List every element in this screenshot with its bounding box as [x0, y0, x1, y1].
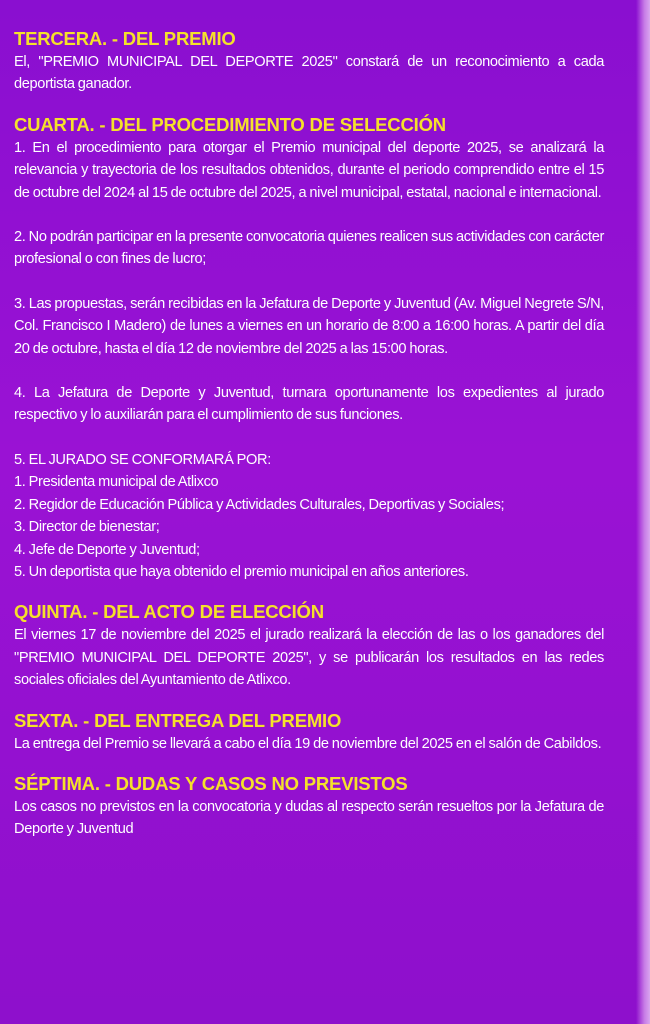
text-quinta: El viernes 17 de noviembre del 2025 el jurado realizará la elección de las o los ganadores del "PREMIO MUNICIPAL DEL DEPORTE 2025", y se publicarán los resultados en las redes sociales oficiales del Ayuntamiento de Atlixco.: [14, 627, 604, 689]
spacer: [14, 427, 604, 449]
jurado-item: 2. Regidor de Educación Pública y Actividades Culturales, Deportivas y Sociales;: [14, 496, 505, 513]
cuarta-paragraph-1: 1. En el procedimiento para otorgar el Premio municipal del deporte 2025, se analizará la relevancia y trayectoria de los resultados obtenidos, durante el periodo comprendido entre el 15 de octubre del 2024 al 15 de octubre del 2025, a nivel municipal, estatal, nacional e internacional.: [14, 139, 604, 201]
heading-cuarta: CUARTA. - DEL PROCEDIMIENTO DE SELECCIÓN: [14, 113, 446, 135]
text-sexta: La entrega del Premio se llevará a cabo el día 19 de noviembre del 2025 en el salón de Cabildos.: [14, 735, 602, 752]
spacer: [14, 271, 604, 293]
section-tercera: [14, 28, 604, 96]
jurado-item: 4. Jefe de Deporte y Juventud;: [14, 541, 200, 558]
heading-septima: SÉPTIMA. - DUDAS Y CASOS NO PREVISTOS: [14, 772, 408, 794]
section-quinta: [14, 601, 604, 691]
right-edge-band: [636, 0, 650, 1024]
spacer: [14, 360, 604, 382]
section-cuarta: [14, 114, 604, 584]
section-septima: [14, 773, 604, 841]
document-body: [14, 28, 604, 859]
cuarta-paragraph-3: 3. Las propuestas, serán recibidas en la Jefatura de Deporte y Juventud (Av. Miguel Negrete S/N, Col. Francisco I Madero) de lunes a viernes en un horario de 8:00 a 16:00 horas. A partir del día 20 de octubre, hasta el día 12 de noviembre del 2025 a las 15:00 horas.: [14, 295, 604, 357]
jurado-item: 1. Presidenta municipal de Atlixco: [14, 474, 219, 491]
text-tercera: El, "PREMIO MUNICIPAL DEL DEPORTE 2025" constará de un reconocimiento a cada deportista ganador.: [14, 54, 604, 93]
jurado-item: 5. Un deportista que haya obtenido el premio municipal en años anteriores.: [14, 563, 469, 580]
section-sexta: [14, 710, 604, 755]
jurado-title: 5. EL JURADO SE CONFORMARÁ POR:: [14, 451, 271, 468]
cuarta-paragraph-4: 4. La Jefatura de Deporte y Juventud, turnara oportunamente los expedientes al jurado respectivo y lo auxiliarán para el cumplimiento de sus funciones.: [14, 385, 604, 424]
heading-tercera: TERCERA. - DEL PREMIO: [14, 28, 236, 49]
jurado-item: 3. Director de bienestar;: [14, 519, 160, 536]
text-septima: Los casos no previstos en la convocatoria y dudas al respecto serán resueltos por la Jefatura de Deporte y Juventud: [14, 798, 604, 838]
spacer: [14, 204, 604, 226]
heading-sexta: SEXTA. - DEL ENTREGA DEL PREMIO: [14, 709, 342, 731]
cuarta-paragraph-2: 2. No podrán participar en la presente convocatoria quienes realicen sus actividades con carácter profesional o con fines de lucro;: [14, 229, 604, 268]
heading-quinta: QUINTA. - DEL ACTO DE ELECCIÓN: [14, 601, 324, 623]
